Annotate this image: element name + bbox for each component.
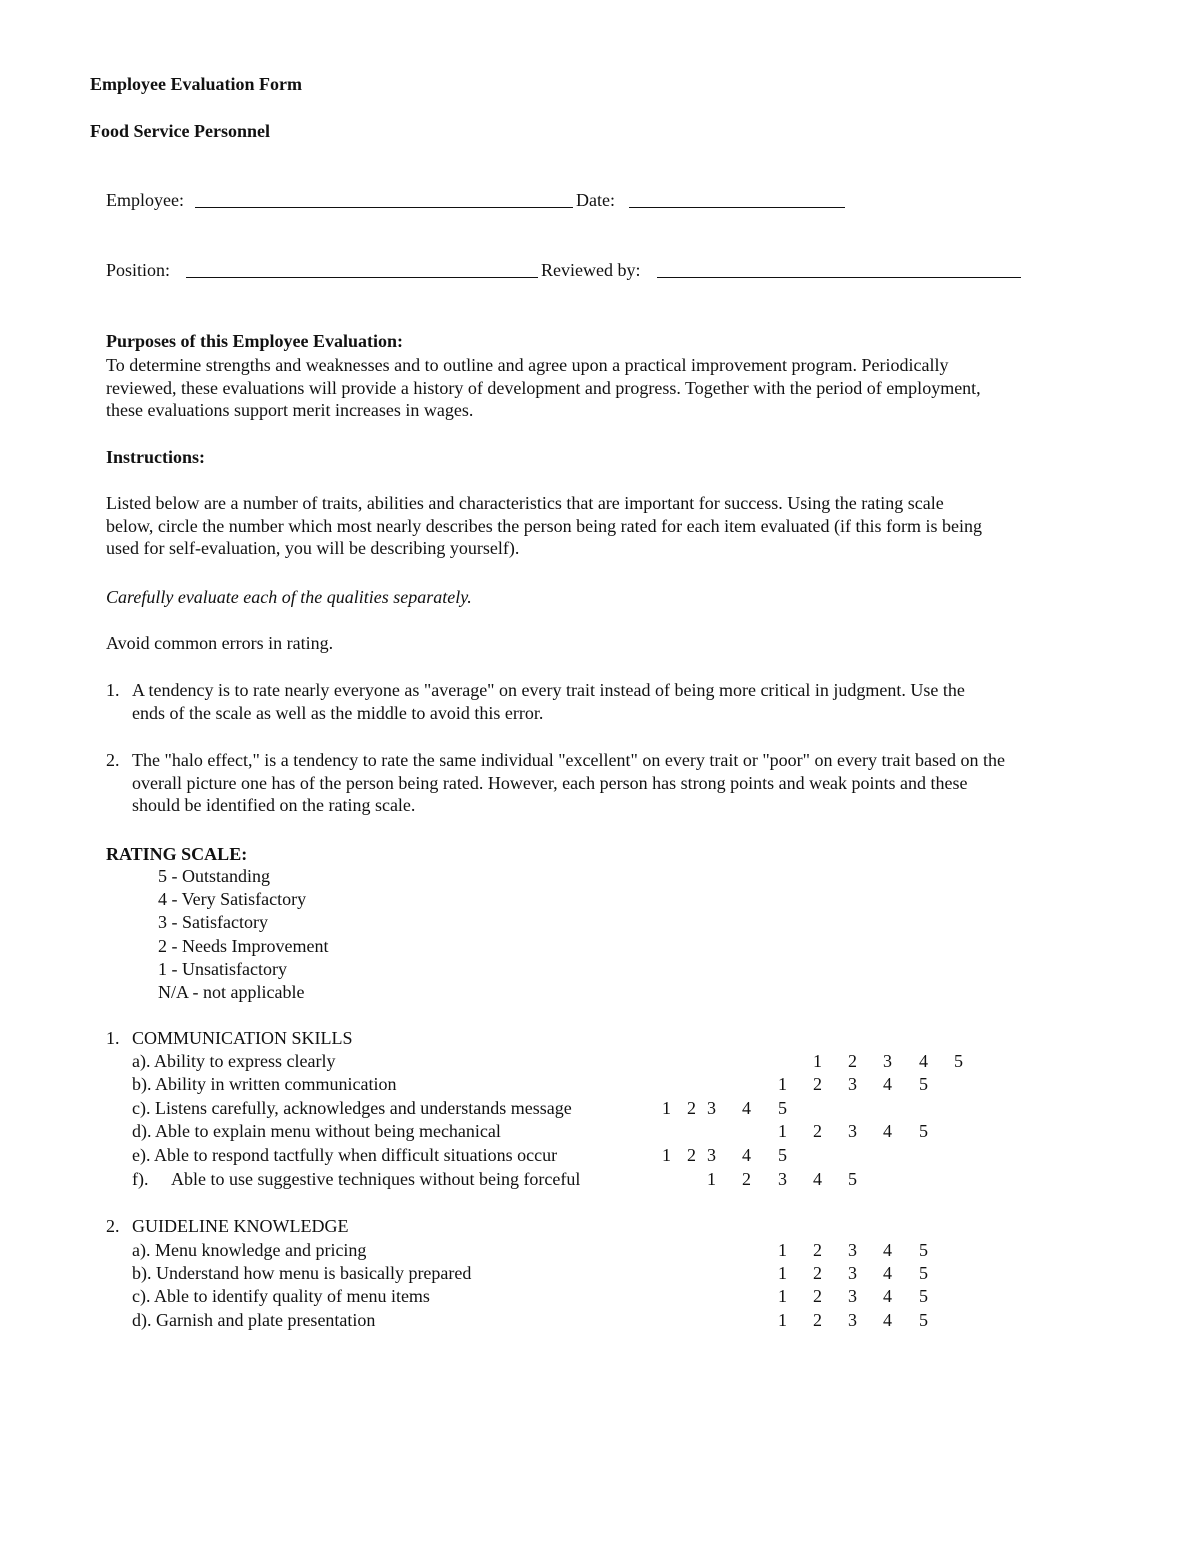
score-option[interactable]: 1: [778, 1263, 787, 1283]
score-option[interactable]: 3: [848, 1240, 857, 1260]
item-label: b). Ability in written communication: [132, 1074, 397, 1094]
score-option[interactable]: 5: [778, 1145, 787, 1165]
score-option[interactable]: 2: [813, 1074, 822, 1094]
purposes-line: these evaluations support merit increases in wages.: [106, 400, 474, 420]
score-option[interactable]: 5: [919, 1310, 928, 1330]
score-option[interactable]: 3: [848, 1263, 857, 1283]
instructions-heading: Instructions:: [106, 447, 206, 467]
item-label: d). Able to explain menu without being mechanical: [132, 1121, 501, 1141]
score-option[interactable]: 5: [778, 1098, 787, 1118]
item-label: a). Menu knowledge and pricing: [132, 1240, 367, 1260]
score-option[interactable]: 3: [778, 1169, 787, 1189]
position-field[interactable]: [186, 277, 538, 278]
error-line: The "halo effect," is a tendency to rate the same individual "excellent" on every trait or "poor" on every trait based on the: [132, 750, 1005, 770]
item-label: e). Able to respond tactfully when difficult situations occur: [132, 1145, 558, 1165]
score-option[interactable]: 3: [707, 1145, 716, 1165]
score-option[interactable]: 4: [883, 1240, 892, 1260]
purposes-heading: Purposes of this Employee Evaluation:: [106, 331, 404, 351]
purposes-line: reviewed, these evaluations will provide a history of development and progress. Together with the period of employment,: [106, 377, 981, 398]
score-option[interactable]: 2: [813, 1310, 822, 1330]
score-option[interactable]: 1: [662, 1098, 671, 1118]
item-label: c). Able to identify quality of menu items: [132, 1286, 430, 1306]
score-option[interactable]: 2: [813, 1263, 822, 1283]
rating-scale-list: [158, 865, 328, 1004]
rating-scale-heading: RATING SCALE:: [106, 844, 248, 864]
score-option[interactable]: 4: [919, 1051, 928, 1071]
score-option[interactable]: 4: [883, 1074, 892, 1094]
score-option[interactable]: 1: [707, 1169, 716, 1189]
rating-scale-item: 2 - Needs Improvement: [158, 935, 329, 956]
score-option[interactable]: 1: [778, 1240, 787, 1260]
employee-field[interactable]: [195, 207, 573, 208]
error-line: ends of the scale as well as the middle to avoid this error.: [132, 702, 544, 723]
form-title: Employee Evaluation Form: [90, 74, 302, 94]
section-title: GUIDELINE KNOWLEDGE: [132, 1216, 349, 1236]
item-label: a). Ability to express clearly: [132, 1051, 336, 1071]
error-number: 2.: [106, 750, 120, 770]
score-option[interactable]: 1: [778, 1074, 787, 1094]
instructions-line: Listed below are a number of traits, abilities and characteristics that are important for success. Using the rating scale: [106, 493, 944, 513]
score-option[interactable]: 5: [919, 1263, 928, 1283]
item-label: f).: [132, 1169, 149, 1189]
score-option[interactable]: 3: [848, 1121, 857, 1141]
score-option[interactable]: 1: [813, 1051, 822, 1071]
rating-scale-item: 4 - Very Satisfactory: [158, 889, 307, 910]
score-option[interactable]: 4: [742, 1098, 751, 1118]
section-number: 1.: [106, 1028, 120, 1048]
score-option[interactable]: 5: [919, 1074, 928, 1094]
employee-label: Employee:: [106, 190, 184, 210]
reviewed-by-label: Reviewed by:: [541, 260, 641, 280]
rating-scale-item: N/A - not applicable: [158, 982, 305, 1003]
score-option[interactable]: 2: [742, 1169, 751, 1189]
item-label: d). Garnish and plate presentation: [132, 1310, 376, 1330]
error-number: 1.: [106, 680, 120, 700]
score-option[interactable]: 2: [687, 1098, 696, 1118]
score-option[interactable]: 4: [883, 1263, 892, 1283]
score-option[interactable]: 2: [813, 1121, 822, 1141]
date-field[interactable]: [629, 207, 845, 208]
date-label: Date:: [576, 190, 615, 210]
purposes-text: [106, 354, 981, 422]
score-option[interactable]: 4: [813, 1169, 822, 1189]
item-label: Able to use suggestive techniques without being forceful: [171, 1169, 581, 1189]
rating-scale-item: 1 - Unsatisfactory: [158, 958, 287, 979]
score-option[interactable]: 3: [848, 1310, 857, 1330]
score-option[interactable]: 5: [919, 1286, 928, 1306]
score-option[interactable]: 1: [778, 1121, 787, 1141]
score-option[interactable]: 5: [919, 1121, 928, 1141]
error-text: [132, 679, 965, 724]
score-option[interactable]: 3: [883, 1051, 892, 1071]
score-option[interactable]: 4: [742, 1145, 751, 1165]
reviewed-by-field[interactable]: [657, 277, 1021, 278]
score-option[interactable]: 5: [919, 1240, 928, 1260]
form-subtitle: Food Service Personnel: [90, 121, 270, 141]
score-option[interactable]: 3: [848, 1074, 857, 1094]
score-option[interactable]: 4: [883, 1121, 892, 1141]
italic-note: Carefully evaluate each of the qualities separately.: [106, 587, 472, 607]
rating-scale-item: 5 - Outstanding: [158, 866, 270, 886]
score-option[interactable]: 1: [778, 1286, 787, 1306]
score-option[interactable]: 1: [778, 1310, 787, 1330]
error-line: overall picture one has of the person being rated. However, each person has strong points and weak points and these: [132, 772, 968, 793]
score-option[interactable]: 5: [954, 1051, 963, 1071]
section-number: 2.: [106, 1216, 120, 1236]
score-option[interactable]: 3: [707, 1098, 716, 1118]
score-option[interactable]: 2: [848, 1051, 857, 1071]
purposes-line: To determine strengths and weaknesses and to outline and agree upon a practical improvement program. Periodically: [106, 355, 949, 375]
section-title: COMMUNICATION SKILLS: [132, 1028, 353, 1048]
avoid-note: Avoid common errors in rating.: [106, 633, 334, 653]
item-label: b). Understand how menu is basically prepared: [132, 1263, 472, 1283]
score-option[interactable]: 2: [813, 1286, 822, 1306]
score-option[interactable]: 1: [662, 1145, 671, 1165]
instructions-line: below, circle the number which most nearly describes the person being rated for each item evaluated (if this form is being: [106, 515, 983, 536]
rating-scale-item: 3 - Satisfactory: [158, 912, 268, 933]
error-line: A tendency is to rate nearly everyone as "average" on every trait instead of being more critical in judgment. Use the: [132, 680, 965, 700]
error-line: should be identified on the rating scale.: [132, 795, 416, 815]
item-label: c). Listens carefully, acknowledges and understands message: [132, 1098, 572, 1118]
score-option[interactable]: 2: [813, 1240, 822, 1260]
score-option[interactable]: 5: [848, 1169, 857, 1189]
instructions-text: [106, 492, 982, 560]
position-label: Position:: [106, 260, 171, 280]
score-option[interactable]: 2: [687, 1145, 696, 1165]
score-option[interactable]: 4: [883, 1286, 892, 1306]
instructions-line: used for self-evaluation, you will be describing yourself).: [106, 538, 520, 558]
score-option[interactable]: 4: [883, 1310, 892, 1330]
error-text: [132, 749, 1005, 817]
score-option[interactable]: 3: [848, 1286, 857, 1306]
